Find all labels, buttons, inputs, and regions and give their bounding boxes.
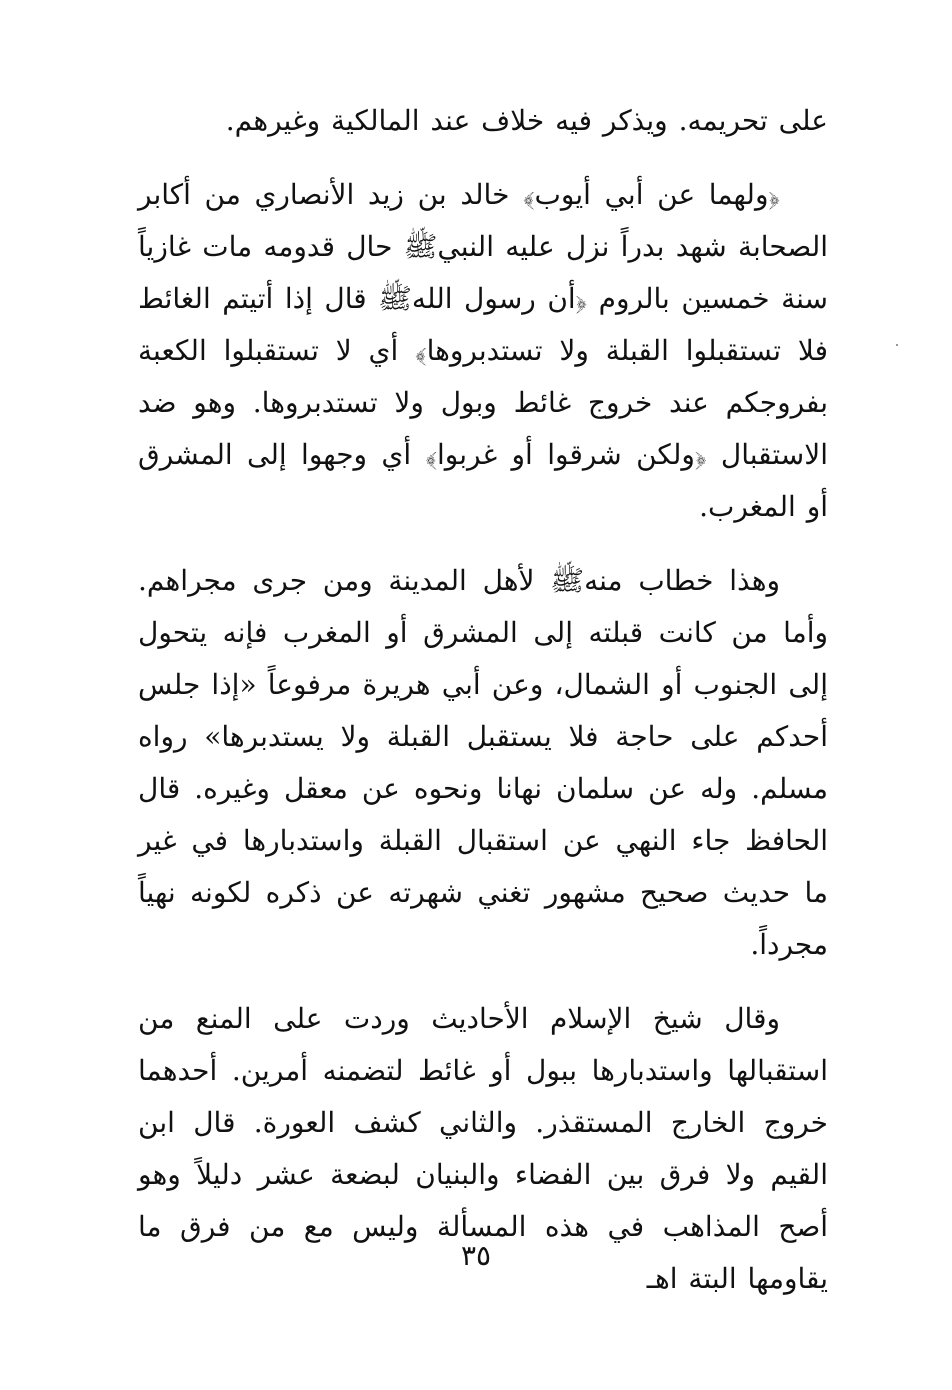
paragraph-3: وهذا خطاب منهﷺ لأهل المدينة ومن جرى مجراهم. وأما من كانت قبلته إلى المشرق أو المغرب فإنه يتحول إلى الجنوب أو الشمال، وعن أبي هريرة مرفوعاً «إذا جلس أحدكم على حاجة فلا يستقبل القبلة ولا يستدبرها» رواه مسلم. وله عن سلمان نهانا ونحوه عن معقل وغيره. قال الحافظ جاء النهي عن استقبال القبلة واستدبارها في غير ما حديث صحيح مشهور تغني شهرته عن ذكره لكونه نهياً مجرداً. [138, 564, 828, 961]
paragraph-2: ﴿ولهما عن أبي أيوب﴾ خالد بن زيد الأنصاري من أكابر الصحابة شهد بدراً نزل عليه النبيﷺ حال قدومه مات غازياً سنة خمسين بالروم ﴿أن رسول اللهﷺ قال إذا أتيتم الغائط فلا تستقبلوا القبلة ولا تستدبروها﴾ أي لا تستقبلوا الكعبة بفروجكم عند خروج غائط وبول ولا تستدبروها. وهو ضد الاستقبال ﴿ولكن شرقوا أو غربوا﴾ أي وجهوا إلى المشرق أو المغرب. [138, 178, 828, 523]
page-number: ٣٥ [460, 1239, 492, 1272]
paragraph-4: وقال شيخ الإسلام الأحاديث وردت على المنع من استقبالها واستدبارها ببول أو غائط لتضمنه أمرين. أحدهما خروج الخارج المستقذر. والثاني كشف العورة. قال ابن القيم ولا فرق بين الفضاء والبنيان لبضعة عشر دليلاً وهو أصح المذاهب في هذه المسألة وليس مع من فرق ما يقاومها البتة اهـ [138, 1002, 828, 1295]
page-body [138, 95, 828, 1305]
margin-speck [896, 344, 898, 346]
paragraph-1: على تحريمه. ويذكر فيه خلاف عند المالكية وغيرهم. [225, 104, 828, 137]
